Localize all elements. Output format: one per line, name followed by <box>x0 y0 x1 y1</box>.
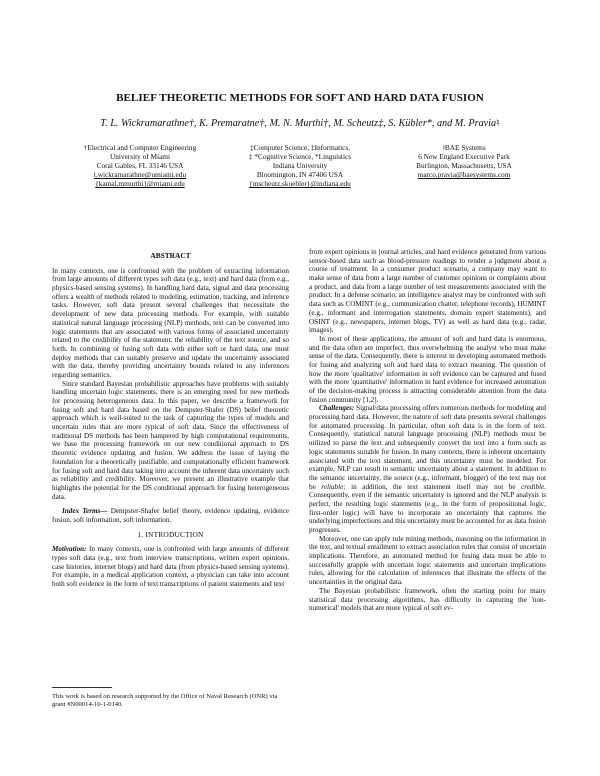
affiliation-line: Burlington, Massachusetts, USA <box>416 161 512 171</box>
affiliation-line: Indiana University <box>272 161 328 171</box>
affiliation-line: ‡ *Cognitive Science, *Linguistics <box>248 152 352 162</box>
email-link[interactable]: {kamal,mmurthi}@miami.edu <box>95 179 185 189</box>
body-paragraph: The Bayesian probabilistic framework, often the starting point for many statistical data processing algorithms, has difficulty in capturing the 'non-numerical' models that are more typical of soft ev- <box>309 586 546 613</box>
author-list: T. L. Wickramarathne†, K. Premaratne†, M. N. Murthi†, M. Scheutz‡, S. Kübler*, and M. Pravia♮ <box>100 118 500 129</box>
affiliation-line: University of Miami <box>110 152 170 162</box>
challenges-text: Consequently, even if the semantic uncertainty is ignored and the NLP analysis is perfect, the resulting logic statements (e.g., in the form of propositional logic, first-order logic) will have to incorporate an uncertainty that captures the underlying imperfections and this uncertainty must be accounted for as data fusion progresses. <box>309 491 546 534</box>
right-column <box>309 248 546 613</box>
body-paragraph: from expert opinions in journal articles, and hard evidence generated from various sensor-based data such as blood-pressure readings to render a judgment about a course of treatment. In a consumer product scenario, a company may want to make sense of data from a large number of customer opinions or complaints about a product, and data from a large number of test measurements associated with the product. In a defense scenario, an intelligence analyst may be confronted with soft data such as COMINT (e.g., communication chatter, telephone records), HUMINT (e.g., informant and interrogation statements, domain expert statements), and OSINT (e.g., newspapers, internet blogs, TV) as well as hard data (e.g., radar, images). <box>309 248 546 335</box>
affiliation-line: †Electrical and Computer Engineering <box>83 143 197 152</box>
emphasis-text: credible. <box>521 482 546 491</box>
section-heading: 1. INTRODUCTION <box>137 529 204 539</box>
footnote: This work is based on research supported by the Office of Naval Research (ONR) via grant #N00014-10-1-0140. <box>52 693 278 708</box>
affiliation-line: ♮BAE Systems <box>442 143 486 152</box>
challenges-label: Challenges: <box>319 404 355 413</box>
footnote-rule <box>52 687 112 688</box>
body-paragraph: In most of these applications, the amount of soft and hard data is enormous, and the data often are imperfect, thus overwhelming the analyst who must make sense of the data. Consequently, there is interest in developing automated methods for fusing and analyzing soft and hard data to extract meaning. The question of how the more 'qualitative' information in soft evidence can be captured and fused with the more 'quantitative' information in hard evidence for increased automation of the decision-making process is attracting considerable attention from the data fusion community [1,2]. <box>309 334 546 404</box>
affiliation-miami <box>60 143 220 188</box>
abstract-paragraph: Since standard Bayesian probabilistic approaches have problems with suitably handling uncertain logic statements, there is an emerging need for new methods for processing heterogeneous data. In this paper, we describe a framework for fusing soft and hard data based on the Dempster-Shafer (DS) belief theoretic approach which is well-suited to the task of capturing the types of models and uncertain rules that are more typical of soft data. Since the effectiveness of traditional DS methods has been hampered by high computational requirements, we base the processing framework on our new conditional approach to DS theoretic evidence updating and fusion. We address the issue of laying the foundation for a theoretically justifiable, and computationally efficient framework for fusing soft and hard data taking into account the inherent data uncertainty such as reliability and credibility. Moreover, we present an illustrative example that highlights the potential for the DS conditional approach for fusing heterogeneous data. <box>52 379 289 501</box>
affiliation-line: ‡Computer Science, ‡Informatics, <box>249 143 351 152</box>
emphasis-text: reliable; <box>321 482 346 491</box>
affiliation-line: Coral Gables, FL 33146 USA <box>96 161 184 171</box>
affiliation-line: Bloomington, IN 47406 USA <box>256 170 344 180</box>
email-link[interactable]: t.wickramarathne@umiami.edu <box>93 170 187 180</box>
email-link[interactable]: {mscheutz,skuebler}@indiana.edu <box>249 179 351 189</box>
affiliation-indiana <box>225 143 375 188</box>
motivation-text: In many contexts, one is confronted with large amounts of different types soft data (e.g., text from interview transcriptions, written expert opinions, case histories, internet blogs) and hard data (from physics-based sensing systems). For example, in a medical application context, a physician can take into account both soft evidence in the form of text transcriptions of patient statements and text <box>52 545 289 589</box>
index-terms-text: Dempster-Shafer belief theory, evidence updating, evidence fusion, soft information, soft information. <box>52 507 289 524</box>
abstract-paragraph: In many contexts, one is confronted with the problem of extracting information from large amounts of different types soft data (e.g., text) and hard data (from e.g., physics-based sensing systems). In handling hard data, signal and data processing offers a wealth of methods related to modeling, estimation, tracking, and inference tasks. However, soft data present several challenges that necessitate the development of new data processing methods. For example, with suitable statistical natural language processing (NLP) methods, text can be converted into logic statements that are associated with various forms of associated uncertainty related to the credibility of the statement, the reliability of the text source, and so forth. In combining or fusing soft data with either soft or hard data, one must deploy methods that can suitably preserve and update the uncertainty associated with the data, thereby providing uncertainty bounds related to any inferences regarding semantics. <box>52 266 289 379</box>
challenges-text: Signal/data processing offers numerous methods for modeling and processing hard data. However, the nature of soft data presents several challenges for automated processing. In particular, often soft data is in the form of text. Consequently, statistical natural language processing (NLP) methods must be utilized to parse the text and subsequently convert the text into a form such as logic statements suitable for fusion. In many contexts, there is inherent uncertainty associated with the text statement, and this uncertainty must be modeled. For example, NLP can result in semantic uncertainty about a statement. In addition to the semantic uncertainty, the source (e.g., informant, blogger) of the text may not be <box>309 404 546 491</box>
intro-paragraph <box>52 545 289 588</box>
abstract-heading: ABSTRACT <box>150 251 191 260</box>
motivation-label: Motivation: <box>52 545 87 554</box>
index-terms <box>52 507 289 524</box>
body-paragraph: Moreover, one can apply rule mining methods, reasoning on the information in the text, and textual entailment to extract association rules that consist of uncertain implications. Therefore, an automated method for fusing data must be able to successfully grapple with uncertain logic statements and uncertain implications rules, allowing for the calculation of inferences that illustrate the effects of the uncertainties in the original data. <box>309 534 546 587</box>
affiliation-bae <box>378 143 550 179</box>
challenges-paragraph <box>309 404 546 534</box>
index-terms-label: Index Terms— <box>62 507 108 516</box>
email-link[interactable]: marco.pravia@baesystems.com <box>417 170 511 180</box>
challenges-text: in addition, the text statement itself may not be <box>345 482 522 491</box>
affiliation-line: 6 New England Executive Park <box>418 152 510 162</box>
left-column <box>52 252 289 589</box>
paper-title: BELIEF THEORETIC METHODS FOR SOFT AND HARD DATA FUSION <box>116 92 484 104</box>
